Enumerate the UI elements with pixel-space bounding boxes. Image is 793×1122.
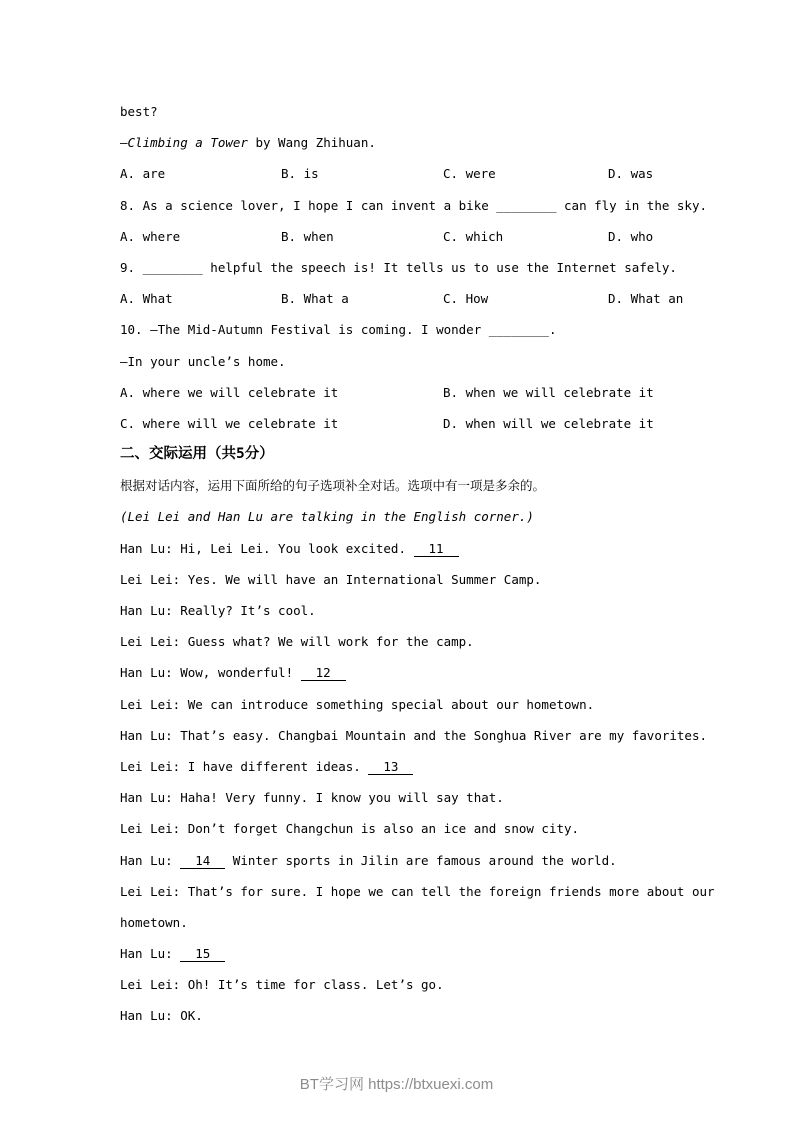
q8-options-row [120, 221, 713, 252]
q7-option-c: C. were [443, 166, 496, 182]
dialogue-text: Han Lu: Hi, Lei Lei. You look excited. [120, 540, 414, 556]
dialogue-line-3: Han Lu: Really? It’s cool. [120, 603, 316, 618]
q8-option-b: B. when [281, 228, 334, 244]
q8-stem: 8. As a science lover, I hope I can invent a bike ________ can fly in the sky. [120, 197, 707, 213]
dialogue-blank-12: 12 [301, 665, 346, 681]
dialogue-line-7: Han Lu: That’s easy. Changbai Mountain and the Songhua River are my favorites. [120, 727, 707, 743]
dialogue-line-2: Lei Lei: Yes. We will have an International Summer Camp. [120, 571, 542, 587]
dialogue-text: Lei Lei: I have different ideas. [120, 758, 369, 774]
section-two-heading: 二、交际运用（共5分） [120, 446, 274, 463]
dialogue-line-1 [120, 533, 713, 564]
q7-stem-continuation: best? [120, 104, 158, 119]
q10-option-d: D. when will we celebrate it [443, 415, 654, 431]
dialogue-blank-11: 11 [414, 541, 459, 557]
q9-option-c: C. How [443, 291, 489, 307]
dialogue-line-15: Lei Lei: Oh! It’s time for class. Let’s go. [120, 977, 444, 993]
q7-option-a: A. are [120, 166, 166, 182]
q9-option-b: B. What a [281, 291, 349, 307]
q10-options-row-1 [120, 377, 713, 408]
q7-answer-line [120, 127, 713, 158]
q10-reply: —In your uncle’s home. [120, 353, 286, 369]
q10-option-c: C. where will we celebrate it [120, 415, 339, 431]
dialogue-line-5 [120, 657, 713, 688]
q7-option-b: B. is [281, 166, 319, 182]
dialogue-line-11 [120, 845, 713, 876]
q7-options-row [120, 158, 713, 189]
q9-option-a: A. What [120, 291, 173, 307]
dialogue-line-4: Lei Lei: Guess what? We will work for the camp. [120, 634, 474, 650]
dialogue-text: Han Lu: [120, 946, 181, 962]
dialogue-text: Han Lu: Wow, wonderful! [120, 665, 301, 681]
q7-option-d: D. was [608, 166, 654, 182]
q9-stem: 9. ________ helpful the speech is! It tells us to use the Internet safely. [120, 259, 677, 275]
q8-option-c: C. which [443, 228, 504, 244]
q8-option-a: A. where [120, 228, 181, 244]
q10-option-a: A. where we will celebrate it [120, 384, 339, 400]
dialogue-text: Winter sports in Jilin are famous around the world. [225, 852, 617, 868]
dialogue-line-9: Han Lu: Haha! Very funny. I know you will say that. [120, 790, 504, 806]
q7-answer-dash: — [120, 135, 128, 151]
dialogue-text: Han Lu: [120, 852, 181, 868]
q7-answer-author: by Wang Zhihuan. [247, 135, 376, 151]
dialogue-line-12: Lei Lei: That’s for sure. I hope we can tell the foreign friends more about our [120, 883, 715, 899]
q10-options-row-2 [120, 408, 713, 439]
q10-stem: 10. —The Mid-Autumn Festival is coming. I wonder ________. [120, 322, 557, 338]
dialogue-line-10: Lei Lei: Don’t forget Changchun is also an ice and snow city. [120, 821, 580, 837]
site-watermark: BT学习网 https://btxuexi.com [299, 1076, 494, 1093]
section-two-instruction: 根据对话内容，运用下面所给的句子选项补全对话。选项中有一项是多余的。 [120, 478, 546, 494]
dialogue-blank-13: 13 [368, 759, 413, 775]
dialogue-line-6: Lei Lei: We can introduce something special about our hometown. [120, 696, 595, 712]
dialogue-line-14 [120, 938, 713, 969]
dialogue-line-16: Han Lu: OK. [120, 1008, 203, 1024]
q9-options-row [120, 283, 713, 314]
dialogue-line-13: hometown. [120, 914, 188, 930]
dialogue-blank-15: 15 [180, 946, 225, 962]
section-two-scene-note: (Lei Lei and Han Lu are talking in the English corner.) [120, 509, 534, 525]
q10-option-b: B. when we will celebrate it [443, 384, 654, 400]
q7-answer-poem-title: Climbing a Tower [127, 135, 248, 151]
dialogue-line-8 [120, 751, 713, 782]
dialogue-blank-14: 14 [180, 853, 225, 869]
q9-option-d: D. What an [608, 291, 684, 307]
q8-option-d: D. who [608, 228, 654, 244]
